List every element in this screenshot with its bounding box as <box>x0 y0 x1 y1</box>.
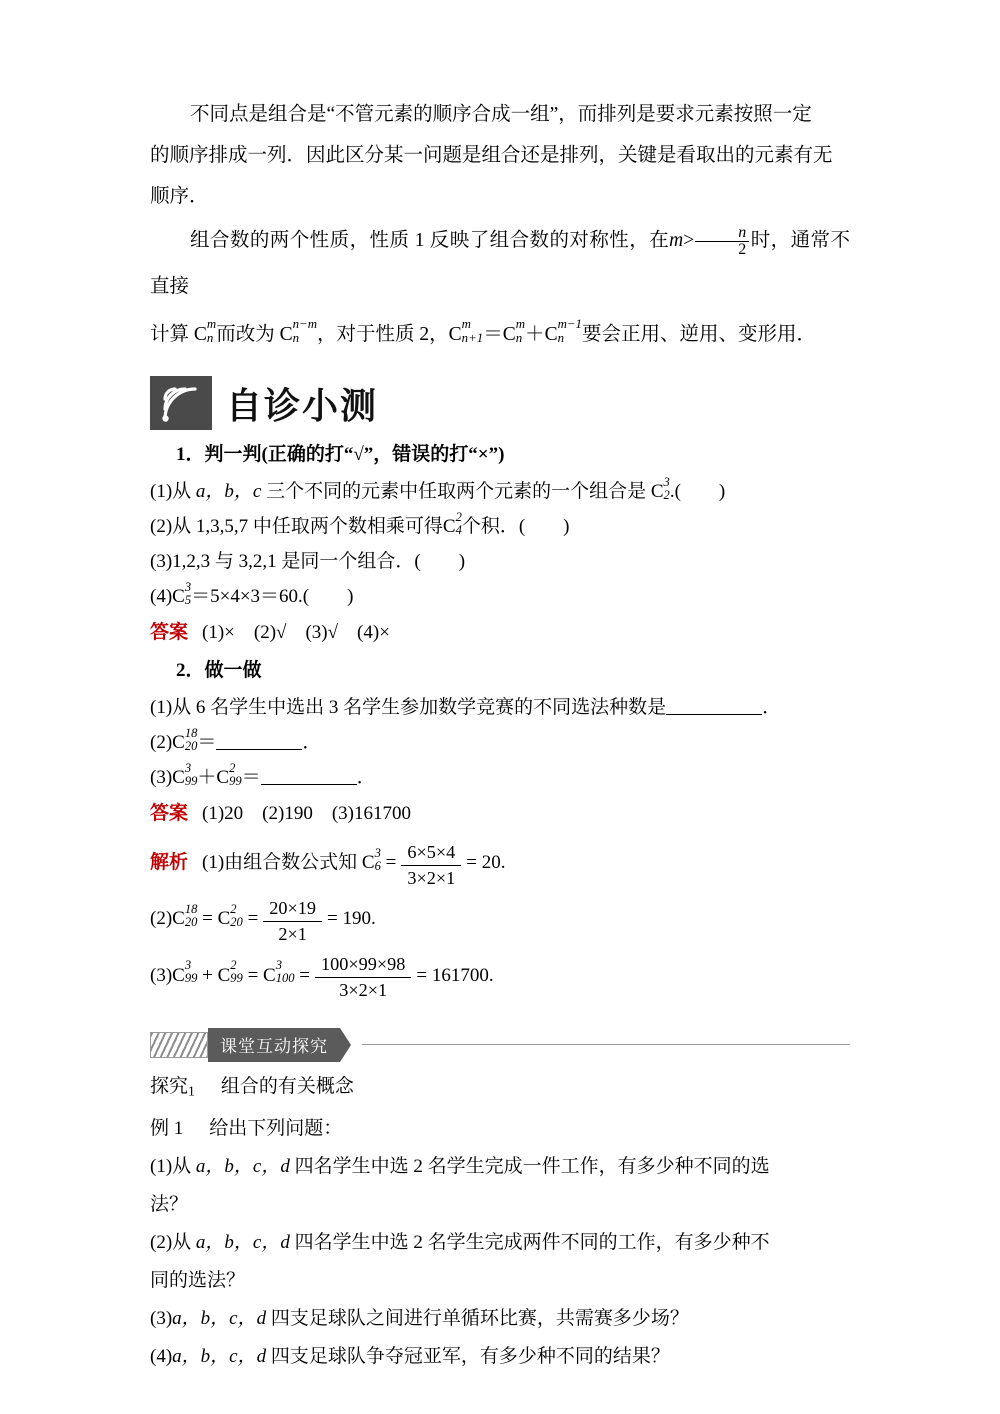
combination-symbol <box>172 760 197 795</box>
comb-subscript: n <box>206 330 214 345</box>
intro-p2-text-c: 计算 <box>150 324 194 345</box>
item2-post: 四名学生中选 2 名学生完成两件不同的工作，有多少种不 <box>289 1232 770 1254</box>
analysis-1-fraction <box>401 841 461 890</box>
q1-item3-text: (3)1,2,3 与 3,2,1 是同一个组合．( ) <box>150 551 466 572</box>
example-item-2-cont <box>150 1262 850 1300</box>
item3-pre: (3) <box>150 1308 173 1330</box>
combination-symbol <box>651 474 670 509</box>
analysis-2-eq1: = <box>202 908 218 930</box>
frac-numerator: 100×99×98 <box>320 954 406 975</box>
intro-p2-text-a: 组合数的两个性质，性质 1 反映了组合数的对称性，在 <box>190 230 670 251</box>
intro-p2-eq: ＝ <box>483 324 503 345</box>
section-bar-label: 课堂互动探究 <box>208 1028 340 1062</box>
item1-post: 四名学生中选 2 名学生完成一件工作，有多少种不同的选 <box>289 1156 770 1178</box>
combination-symbol <box>172 950 197 1002</box>
self-test-section-header <box>150 376 850 430</box>
analysis-2-eq2: = <box>247 908 259 930</box>
comb-subscript: 20 <box>184 914 198 929</box>
question-1-item-4 <box>150 579 850 614</box>
q1-item2-pre: (2)从 1,3,5,7 中任取两个数相乘可得 <box>150 516 443 537</box>
frac-denominator: 2×1 <box>263 921 322 946</box>
intro-p2-frac-num: n <box>738 223 747 241</box>
intro-paragraph-1 <box>150 95 850 134</box>
comb-subscript: 99 <box>230 971 243 986</box>
example-title: 给出下列问题： <box>209 1118 343 1140</box>
comb-base: C <box>172 732 185 753</box>
intro-p2-plus: ＋ <box>525 324 545 345</box>
comb-superscript: 2 <box>229 760 236 775</box>
comb-base: C <box>502 324 516 345</box>
example-label: 例 1 <box>150 1118 184 1140</box>
comb-subscript: 100 <box>275 971 295 986</box>
comb-subscript: 20 <box>184 738 198 753</box>
item3-vars: a，b，c，d <box>172 1308 267 1330</box>
frac-numerator: 6×5×4 <box>407 841 456 862</box>
q2-item3-pre: (3) <box>150 767 173 788</box>
question-1-item-3 <box>150 544 850 579</box>
combination-symbol <box>218 893 243 945</box>
intro-paragraph-2 <box>150 218 850 310</box>
hatch-decoration-icon <box>150 1032 208 1058</box>
comb-subscript: n <box>515 330 523 345</box>
q2-item3-end: ． <box>356 767 376 788</box>
combination-symbol-c-nm-n <box>280 312 317 358</box>
q1-item4-post: ＝5×4×3＝60.( ) <box>191 586 354 607</box>
analysis-line-1 <box>150 837 850 889</box>
question-1-answer-text: (1)× (2)√ (3)√ (4)× <box>202 622 390 643</box>
comb-superscript: n−m <box>292 317 318 332</box>
comb-superscript: 3 <box>663 474 670 489</box>
item1-pre: (1)从 <box>150 1156 196 1178</box>
wifi-signal-icon <box>150 376 212 430</box>
comb-base: C <box>650 481 664 502</box>
comb-base: C <box>172 964 185 986</box>
comb-superscript: 3 <box>184 958 192 973</box>
analysis-3-fraction <box>315 953 411 1002</box>
combination-symbol <box>263 950 294 1002</box>
comb-superscript: 2 <box>230 901 237 916</box>
comb-subscript: 99 <box>184 971 198 986</box>
comb-superscript: m <box>461 317 471 332</box>
analysis-2-post: = 190. <box>327 908 376 930</box>
explore-topic-row <box>150 1068 850 1110</box>
intro-p1-line3: 顺序． <box>150 186 209 207</box>
intro-p2-text-d: 而改为 <box>216 324 280 345</box>
q2-item3-plus: ＋ <box>197 767 217 788</box>
comb-superscript: m <box>206 317 217 332</box>
combination-symbol <box>172 893 197 945</box>
analysis-line-2 <box>150 893 850 945</box>
intro-p2-var-m: m <box>669 230 684 251</box>
combination-symbol <box>172 579 191 614</box>
question-2-answer-row <box>150 795 850 833</box>
q2-item2-pre: (2) <box>150 732 173 753</box>
combination-symbol <box>216 760 241 795</box>
question-1-item-2 <box>150 509 850 544</box>
frac-denominator: 3×2×1 <box>401 865 461 890</box>
q1-item1-mid: 三个不同的元素中任取两个元素的一个组合是 <box>261 481 651 502</box>
comb-superscript: 3 <box>275 958 282 973</box>
analysis-2-pre: (2) <box>150 908 173 930</box>
comb-subscript: 20 <box>230 914 243 929</box>
comb-base: C <box>216 767 230 788</box>
intro-p1-line2: 的顺序排成一列．因此区分某一问题是组合还是排列，关键是看取出的元素有无 <box>150 145 833 166</box>
question-1-answer-row <box>150 614 850 652</box>
self-test-title: 自诊小测 <box>226 384 379 426</box>
q1-item1-post: .( ) <box>669 481 726 502</box>
comb-subscript: n+1 <box>461 330 484 345</box>
analysis-3-pre: (3) <box>150 964 173 986</box>
comb-subscript: 2 <box>663 487 670 502</box>
example-item-1-cont <box>150 1186 850 1224</box>
answer-label: 答案 <box>150 803 189 824</box>
intro-p2-fraction <box>695 225 749 260</box>
intro-paragraph-2-line2 <box>150 312 850 358</box>
section-divider <box>362 1044 850 1045</box>
analysis-1-pre: (1)由组合数公式知 <box>202 852 362 873</box>
q2-item2-end: ． <box>302 732 322 753</box>
explore-topic-label: 探究 <box>150 1075 189 1097</box>
question-1-item-1 <box>150 474 850 509</box>
comb-base: C <box>448 324 462 345</box>
comb-base: C <box>172 767 185 788</box>
comb-superscript: 3 <box>184 579 192 594</box>
frac-numerator: 20×19 <box>269 898 317 918</box>
comb-superscript: m−1 <box>557 317 582 332</box>
item1-cont: 法？ <box>150 1194 189 1216</box>
comb-superscript: 3 <box>184 760 192 775</box>
q2-item2-eq: ＝ <box>197 732 217 753</box>
comb-subscript: n <box>292 330 300 345</box>
analysis-1-eq: = <box>385 852 397 873</box>
analysis-3-eq2: = <box>299 964 310 986</box>
intro-paragraph-1-line3 <box>150 177 850 216</box>
analysis-1-post: = 20. <box>466 852 506 873</box>
comb-subscript: 5 <box>184 592 192 607</box>
answer-label: 答案 <box>150 622 189 643</box>
comb-base: C <box>544 324 558 345</box>
comb-base: C <box>263 964 276 986</box>
combination-symbol <box>362 837 381 889</box>
comb-subscript: 4 <box>455 522 462 537</box>
analysis-2-fraction <box>263 897 322 946</box>
analysis-3-eq1: = <box>247 964 264 986</box>
comb-superscript: 18 <box>184 901 198 916</box>
q2-item3-eq: ＝ <box>241 767 261 788</box>
answer-blank[interactable] <box>261 766 357 785</box>
comb-base: C <box>217 964 231 986</box>
intro-p2-text-f: 要会正用、逆用、变形用． <box>581 324 816 345</box>
example-item-3 <box>150 1300 850 1338</box>
comb-subscript: 99 <box>184 773 198 788</box>
item2-vars: a，b，c，d <box>195 1232 290 1254</box>
combination-symbol-c-m-n <box>194 312 216 358</box>
analysis-3-post: = 161700. <box>416 964 494 986</box>
comb-superscript: 2 <box>230 958 237 973</box>
intro-p2-gt: > <box>683 230 695 251</box>
analysis-label: 解析 <box>150 852 189 873</box>
item2-cont: 同的选法？ <box>150 1270 246 1292</box>
item4-vars: a，b，c，d <box>172 1346 267 1368</box>
classroom-interaction-section-bar <box>150 1028 850 1062</box>
combination-symbol-c-m-n-2 <box>503 312 525 358</box>
answer-blank[interactable] <box>216 731 302 750</box>
q2-item1-text: (1)从 6 名学生中选出 3 名学生参加数学竞赛的不同选法种数是 <box>150 697 667 718</box>
comb-base: C <box>217 908 231 930</box>
comb-superscript: 2 <box>455 509 462 524</box>
q1-item2-post: 个积．( ) <box>461 516 570 537</box>
question-2-item-1 <box>150 690 850 725</box>
comb-base: C <box>193 324 207 345</box>
comb-superscript: m <box>515 317 526 332</box>
explore-topic-title: 组合的有关概念 <box>220 1075 354 1097</box>
intro-paragraph-1-line2 <box>150 136 850 175</box>
comb-superscript: 3 <box>374 845 381 860</box>
combination-symbol-c-m1-n <box>545 312 582 358</box>
combination-symbol <box>218 950 243 1002</box>
item1-vars: a，b，c，d <box>195 1156 290 1178</box>
comb-subscript: 99 <box>229 773 242 788</box>
combination-symbol <box>172 725 197 760</box>
frac-denominator: 3×2×1 <box>315 977 411 1002</box>
example-item-2 <box>150 1224 850 1262</box>
comb-subscript: 6 <box>374 858 381 873</box>
item4-post: 四支足球队争夺冠亚军，有多少种不同的结果？ <box>266 1346 670 1368</box>
comb-base: C <box>279 324 293 345</box>
example-item-1 <box>150 1148 850 1186</box>
explore-topic-number: 1 <box>188 1083 195 1099</box>
question-2-answer-text: (1)20 (2)190 (3)161700 <box>202 803 411 824</box>
comb-base: C <box>361 852 375 873</box>
combination-symbol-c-m-n1 <box>449 312 484 358</box>
item3-post: 四支足球队之间进行单循环比赛，共需赛多少场？ <box>266 1308 689 1330</box>
intro-p2-text-b: 时，通常不直接 <box>150 230 850 297</box>
combination-symbol <box>443 509 462 544</box>
comb-base: C <box>172 908 185 930</box>
comb-superscript: 18 <box>184 725 198 740</box>
analysis-3-plus: + <box>202 964 218 986</box>
example-item-4 <box>150 1338 850 1376</box>
question-1-heading: 1．判一判(正确的打“√”，错误的打“×”) <box>176 444 505 465</box>
example-row <box>150 1110 850 1148</box>
item4-pre: (4) <box>150 1346 173 1368</box>
q1-item1-vars: a，b，c <box>195 481 262 502</box>
comb-base: C <box>172 586 185 607</box>
intro-p2-text-e: ，对于性质 2， <box>317 324 449 345</box>
question-2-item-3 <box>150 760 850 795</box>
q2-item1-end: ． <box>762 697 782 718</box>
intro-p1-line1: 不同点是组合是“不管元素的顺序合成一组”，而排列是要求元素按照一定 <box>190 104 812 125</box>
comb-base: C <box>442 516 456 537</box>
q1-item1-pre: (1)从 <box>150 481 196 502</box>
question-2-item-2 <box>150 725 850 760</box>
intro-p2-frac-den: 2 <box>695 241 749 259</box>
q1-item4-pre: (4) <box>150 586 173 607</box>
item2-pre: (2)从 <box>150 1232 196 1254</box>
question-2-heading: 2．做一做 <box>176 660 262 681</box>
analysis-line-3 <box>150 950 850 1002</box>
answer-blank[interactable] <box>666 696 762 715</box>
comb-subscript: n <box>557 330 565 345</box>
